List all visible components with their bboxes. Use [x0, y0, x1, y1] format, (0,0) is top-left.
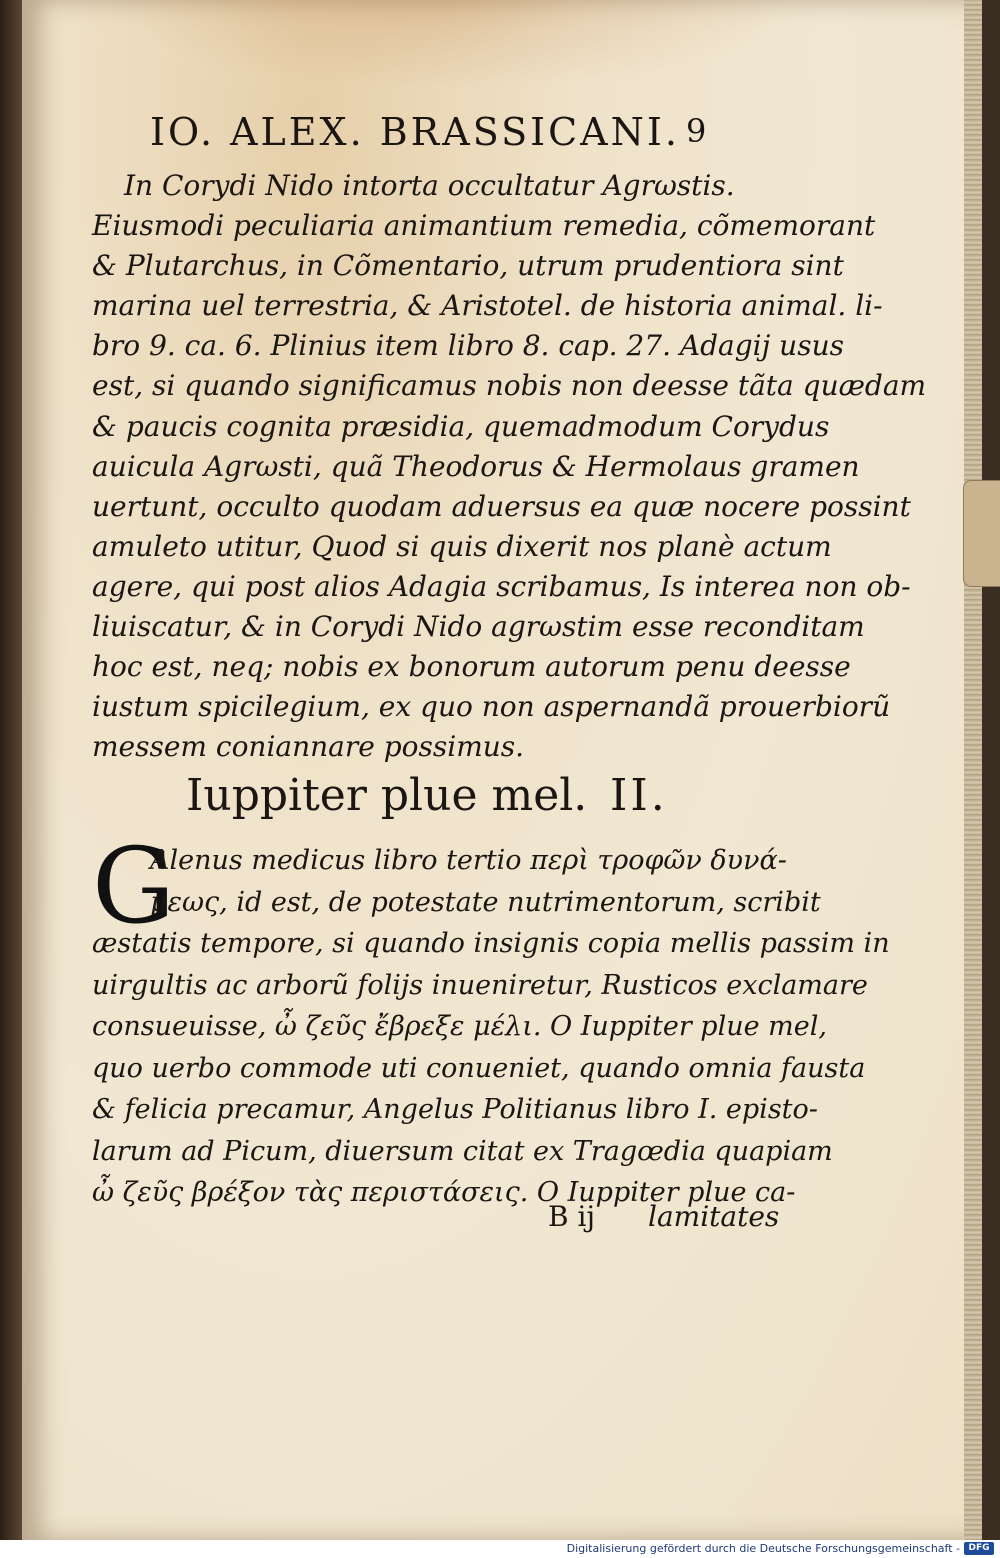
section-number: II.: [610, 770, 668, 821]
text-line: hoc est, neq; nobis ex bonorum autorum penu deesse: [92, 650, 851, 684]
bookmark-tab: [963, 480, 1000, 587]
text-line: marina uel terrestria, & Aristotel. de historia animal. li-: [92, 289, 883, 323]
signature-mark: B ij: [548, 1200, 596, 1233]
funding-credit: Digitalisierung gefördert durch die Deutsche Forschungsgemeinschaft -: [566, 1542, 960, 1555]
running-title: IO. ALEX. BRASSICANI.: [150, 110, 680, 154]
folio-number: 9: [686, 112, 707, 150]
text-line: bro 9. ca. 6. Plinius item libro 8. cap. 27. Adagij usus: [92, 329, 844, 363]
text-line: messem coniannare possimus.: [92, 730, 525, 764]
text-line: & paucis cognita præsidia, quemadmodum Corydus: [92, 409, 830, 443]
text-line: uirgultis ac arborũ folijs inueniretur, Rusticos exclamare: [92, 969, 868, 1001]
text-line: iustum spicilegium, ex quo non aspernandã prouerbiorũ: [92, 690, 891, 724]
text-line: Alenus medicus libro tertio περὶ τροφῶν δυνά-: [150, 845, 787, 876]
text-line: agere, qui post alios Adagia scribamus, Is interea non ob-: [92, 569, 911, 603]
catchword: lamitates: [648, 1200, 780, 1233]
drop-cap-initial: G: [92, 825, 176, 947]
text-line: In Corydi Nido intorta occultatur Agrωstis.: [124, 169, 735, 202]
text-line: larum ad Picum, diuersum citat ex Tragœdia quapiam: [92, 1135, 833, 1167]
text-line: æstatis tempore, si quando insignis copia mellis passim in: [92, 928, 890, 959]
text-line: & Plutarchus, in Cõmentario, utrum prudentiora sint: [92, 249, 844, 283]
text-line: auicula Agrωsti, quã Theodorus & Hermolaus gramen: [92, 449, 860, 483]
text-line: amuleto utitur, Quod si quis dixerit nos planè actum: [92, 529, 832, 563]
text-line: μεως, id est, de potestate nutrimentorum, scribit: [150, 886, 821, 918]
section-paragraph: [92, 840, 890, 1214]
dfg-logo: DFG: [964, 1542, 994, 1555]
text-line: consueuisse, ὦ ζεῦς ἔβρεξε μέλι. O Iuppiter plue mel,: [92, 1011, 827, 1042]
text-line: uertunt, occulto quodam aduersus ea quæ nocere possint: [92, 489, 911, 523]
digitization-banner: [0, 1540, 1000, 1558]
section-heading: Iuppiter plue mel.: [186, 770, 588, 821]
text-line: quo uerbo commode uti conueniet, quando omnia fausta: [92, 1052, 866, 1084]
text-line: est, si quando significamus nobis non deesse tãta quædam: [92, 369, 927, 403]
text-line: Eiusmodi peculiaria animantium remedia, cõmemorant: [92, 209, 876, 243]
body-paragraph: [92, 166, 927, 767]
text-line: liuiscatur, & in Corydi Nido agrωstim esse reconditam: [92, 610, 865, 644]
text-line: ὦ ζεῦς βρέξον τὰς περιστάσεις. O Iuppiter plue ca-: [92, 1177, 796, 1208]
page-edge: [964, 0, 982, 1540]
text-line: & felicia precamur, Angelus Politianus libro I. episto-: [92, 1094, 818, 1125]
